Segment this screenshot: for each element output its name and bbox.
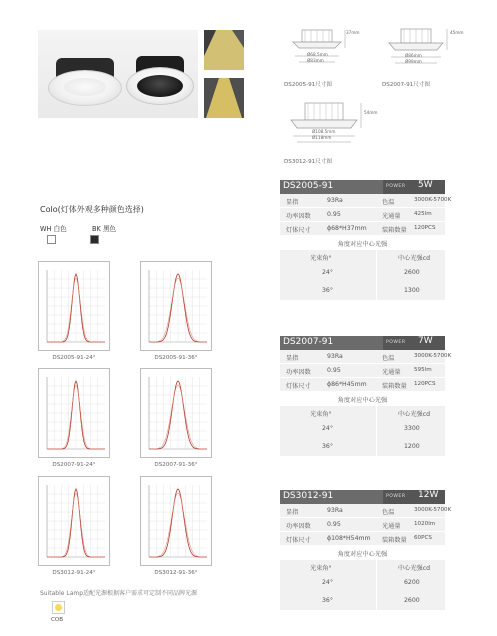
spec-label: 色温 <box>382 199 395 206</box>
wall-wash-effect-image <box>204 30 244 70</box>
spec-value: 60PCS <box>414 535 432 541</box>
center-intensity: 2600 <box>404 269 420 276</box>
spec-value: 0.95 <box>327 211 341 218</box>
spec-value: ɸ108*H54mm <box>327 535 371 542</box>
drawing-ds2005-caption: DS2005-91尺寸图 <box>284 82 333 88</box>
spec-value: 93Ra <box>327 507 343 514</box>
drawing-ds2005-dim-alt: Ø83mm <box>307 58 324 63</box>
spec-label: 功率因数 <box>286 213 311 220</box>
beam-title: 角度对应中心光强 <box>337 551 388 558</box>
spec-label: 色温 <box>382 509 395 516</box>
spec-label: 灯体尺寸 <box>286 383 311 390</box>
power-label: POWER <box>386 494 406 499</box>
spec-row <box>280 504 452 518</box>
spec-label: 灯体尺寸 <box>286 227 311 234</box>
beam-row <box>280 574 445 592</box>
spec-value: 3000K-5700K <box>414 353 452 359</box>
spec-value: 0.95 <box>327 521 341 528</box>
beam-header-row <box>280 406 445 420</box>
drawing-ds3012-caption: DS3012-91尺寸图 <box>284 159 333 165</box>
beam-angle: 24° <box>322 269 333 276</box>
lamp-white-reflector <box>64 78 106 96</box>
drawing-ds2007-height: 45mm <box>450 30 464 35</box>
spec-label: 光通量 <box>382 369 401 376</box>
spec-value: 1020lm <box>414 521 436 527</box>
spec-label: 显指 <box>286 509 299 516</box>
suitable-lamp-note: Suitable Lamp适配光源根据客户需求可定制不同品牌光源 <box>40 590 198 597</box>
spec-label: 装箱数量 <box>382 227 407 234</box>
spec-label: 装箱数量 <box>382 537 407 544</box>
model-name: DS3012-91 <box>283 491 334 501</box>
spec-value: 0.95 <box>327 367 341 374</box>
spec-table-ds2005-91 <box>280 180 452 300</box>
spec-label: 光通量 <box>382 213 401 220</box>
drawing-ds3012-dim-alt: Ø118mm <box>312 135 332 140</box>
spec-value: 425lm <box>414 211 432 217</box>
beam-angle: 36° <box>322 287 333 294</box>
beam-title-row <box>280 236 445 250</box>
spec-row <box>280 350 452 364</box>
color-swatch-black <box>90 235 99 244</box>
color-option-bk-label: BK 黑色 <box>92 225 117 233</box>
spec-row <box>280 364 445 378</box>
power-value: 5W <box>418 180 433 190</box>
spec-header <box>280 490 445 504</box>
spec-row <box>280 222 445 236</box>
light-distribution-graph <box>38 476 110 566</box>
product-photo <box>38 30 198 118</box>
beam-title-row <box>280 392 445 406</box>
center-intensity: 3300 <box>404 425 420 432</box>
spec-table-ds3012-91 <box>280 490 452 610</box>
beam-angle-header: 光束角° <box>310 565 332 572</box>
spec-label: 光通量 <box>382 523 401 530</box>
drawing-ds2007-dim-main: Ø86mm <box>405 53 422 58</box>
spec-row <box>280 194 452 208</box>
graph-caption: DS3012-91-36° <box>154 570 198 576</box>
beam-angle: 24° <box>322 579 333 586</box>
power-label: POWER <box>386 340 406 345</box>
color-swatch-white <box>47 235 56 244</box>
spec-label: 显指 <box>286 199 299 206</box>
model-name: DS2007-91 <box>283 337 334 347</box>
beam-header-row <box>280 250 445 264</box>
light-distribution-graph <box>38 261 110 351</box>
power-value: 12W <box>418 490 439 500</box>
spec-label: 装箱数量 <box>382 383 407 390</box>
beam-row <box>280 264 445 282</box>
graph-caption: DS2007-91-36° <box>154 462 198 468</box>
graph-caption: DS3012-91-24° <box>52 570 96 576</box>
graph-caption: DS2007-91-24° <box>52 462 96 468</box>
center-intensity: 2600 <box>404 597 420 604</box>
spec-value: ɸ68*H37mm <box>327 225 367 232</box>
power-label: POWER <box>386 184 406 189</box>
spec-label: 功率因数 <box>286 523 311 530</box>
light-distribution-graph <box>140 476 212 566</box>
drawing-ds2005-dim-main: Ø68.5mm <box>307 52 328 57</box>
beam-title: 角度对应中心光强 <box>337 397 388 404</box>
color-option-wh-label: WH 白色 <box>40 225 67 233</box>
spec-label: 色温 <box>382 355 395 362</box>
spec-value: 93Ra <box>327 353 343 360</box>
drawing-ds3012 <box>285 100 365 156</box>
drawing-ds2007-caption: DS2007-91尺寸图 <box>382 82 431 88</box>
graph-caption: DS2005-91-24° <box>52 355 96 361</box>
spec-header <box>280 336 445 350</box>
light-distribution-graph <box>38 368 110 458</box>
spec-value: 93Ra <box>327 197 343 204</box>
drawing-ds2007-dim-alt: Ø99mm <box>405 59 422 64</box>
spec-row <box>280 378 445 392</box>
center-intensity: 1200 <box>404 443 420 450</box>
center-intensity: 1300 <box>404 287 420 294</box>
spec-label: 灯体尺寸 <box>286 537 311 544</box>
center-intensity-header: 中心光强cd <box>398 565 431 572</box>
beam-row <box>280 420 445 438</box>
spec-value: ɸ86*H45mm <box>327 381 367 388</box>
beam-angle-header: 光束角° <box>310 255 332 262</box>
power-value: 7W <box>418 336 433 346</box>
spec-value: 3000K-5700K <box>414 197 452 203</box>
beam-angle: 36° <box>322 597 333 604</box>
center-intensity: 6200 <box>404 579 420 586</box>
spec-label: 功率因数 <box>286 369 311 376</box>
drawing-ds3012-height: 54mm <box>364 110 378 115</box>
color-section-title: Colo(灯体外观多种颜色选择) <box>40 205 144 214</box>
cob-label: COB <box>51 617 64 623</box>
cob-icon <box>52 601 65 614</box>
drawing-ds2005-height: 37mm <box>346 30 360 35</box>
spec-value: 595lm <box>414 367 432 373</box>
beam-angle-header: 光束角° <box>310 411 332 418</box>
downlight-effect-image <box>204 78 244 118</box>
beam-angle: 36° <box>322 443 333 450</box>
light-distribution-graph <box>140 261 212 351</box>
beam-title-row <box>280 546 445 560</box>
center-intensity-header: 中心光强cd <box>398 411 431 418</box>
drawing-ds3012-dim-main: Ø108.5mm <box>312 129 336 134</box>
beam-title: 角度对应中心光强 <box>337 241 388 248</box>
lamp-black-reflector <box>137 75 183 97</box>
beam-row <box>280 592 445 610</box>
spec-row <box>280 208 445 222</box>
spec-table-ds2007-91 <box>280 336 452 456</box>
beam-row <box>280 282 445 300</box>
beam-row <box>280 438 445 456</box>
center-intensity-header: 中心光强cd <box>398 255 431 262</box>
spec-value: 3000K-5700K <box>414 507 452 513</box>
spec-label: 显指 <box>286 355 299 362</box>
spec-row <box>280 532 445 546</box>
spec-value: 120PCS <box>414 225 436 231</box>
beam-angle: 24° <box>322 425 333 432</box>
graph-caption: DS2005-91-36° <box>154 355 198 361</box>
light-distribution-graph <box>140 368 212 458</box>
beam-header-row <box>280 560 445 574</box>
spec-row <box>280 518 445 532</box>
spec-header <box>280 180 445 194</box>
model-name: DS2005-91 <box>283 181 334 191</box>
spec-value: 120PCS <box>414 381 436 387</box>
